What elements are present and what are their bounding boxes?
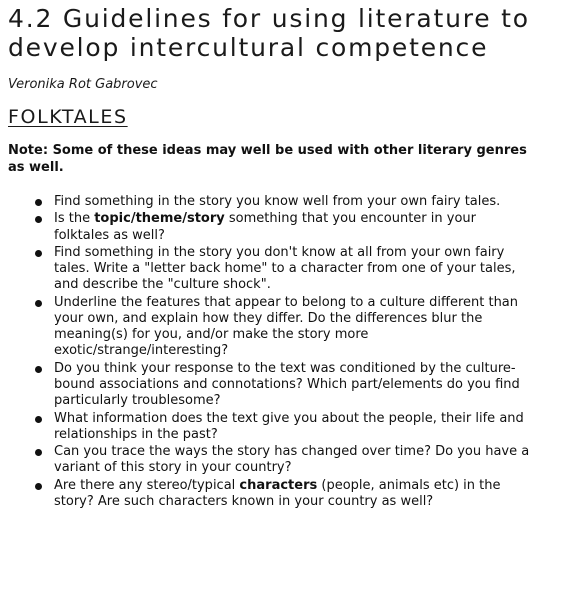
bullet-icon (35, 199, 42, 206)
list-item (8, 361, 530, 410)
list-item-text: Do you think your response to the text was conditioned by the culture-bound associations and connotations? Which part/elements do you find particularly troublesome? (54, 360, 520, 409)
list-item (8, 295, 530, 360)
bullet-icon (35, 250, 42, 257)
list-item-text: Are there any stereo/typical (54, 477, 240, 493)
list-item-text: Can you trace the ways the story has changed over time? Do you have a variant of this story in your country? (54, 444, 530, 476)
bullet-icon (35, 300, 42, 307)
list-item-text: Underline the features that appear to belong to a culture different than your own, and explain how they differ. Do the differences blur the meaning(s) for you, and/or make the story more exotic/strange/interesting? (54, 294, 519, 359)
bullet-icon (35, 216, 42, 223)
bullet-icon (35, 483, 42, 490)
section-heading: FOLKTALES (8, 106, 128, 128)
document-page (8, 4, 576, 511)
bullet-icon (35, 366, 42, 373)
document-title: 4.2 Guidelines for using literature to develop intercultural competence (8, 4, 530, 62)
list-item-text-after: something that you encounter in your folktales as well? (54, 211, 476, 243)
list-item (8, 245, 530, 294)
list-item-text: Is the (54, 211, 95, 227)
list-item (8, 411, 530, 443)
author-name: Veronika Rot Gabrovec (8, 77, 158, 92)
list-item-bold-text: topic/theme/story (94, 211, 225, 227)
bullet-icon (35, 416, 42, 423)
list-item-text: Find something in the story you don't know at all from your own fairy tales. Write a "letter back home" to a character from one of your tales, and describe the "culture shock". (54, 244, 516, 293)
note-paragraph: Note: Some of these ideas may well be used with other literary genres as well. (8, 143, 527, 175)
list-item (8, 478, 530, 510)
list-item-text-after: (people, animals etc) in the story? Are such characters known in your country as well? (54, 477, 501, 509)
bullet-icon (35, 449, 42, 456)
list-item (8, 194, 530, 210)
list-item (8, 444, 530, 476)
list-item-bold-text: characters (239, 477, 318, 493)
list-item-text: Find something in the story you know well from your own fairy tales. (54, 194, 501, 209)
guideline-list (8, 194, 576, 510)
list-item-text: What information does the text give you about the people, their life and relationships in the past? (54, 410, 524, 442)
list-item (8, 211, 530, 243)
